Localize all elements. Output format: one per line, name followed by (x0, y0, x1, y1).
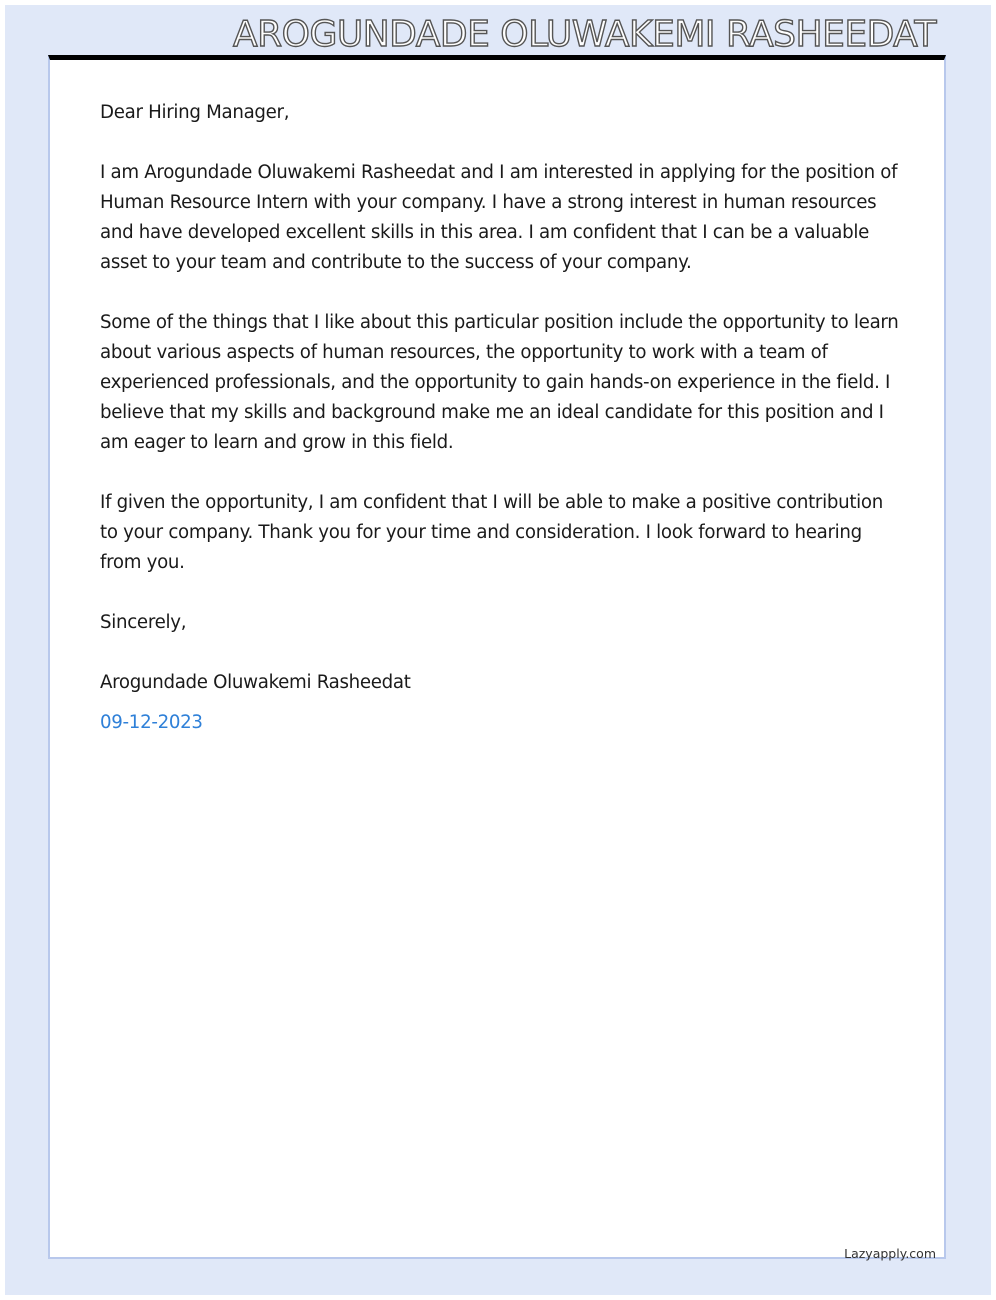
footer-brand: Lazyapply.com (844, 1246, 936, 1261)
closing: Sincerely, (100, 612, 187, 633)
letter-paragraph-1: I am Arogundade Oluwakemi Rasheedat and I am interested in applying for the position of Human Resource Intern with your company. I have a strong interest in human resources and have developed excellent skills in this area. I am confident that I can be a valuable asset to your team and contribute to the success of your company. (100, 162, 898, 273)
applicant-name-heading: AROGUNDADE OLUWAKEMI RASHEEDAT (233, 14, 936, 55)
signature-name: Arogundade Oluwakemi Rasheedat (100, 672, 411, 693)
letter-paragraph-2: Some of the things that I like about this particular position include the opportunity to learn about various aspects of human resources, the opportunity to work with a team of experienced professionals, and the opportunity to gain hands-on experience in the field. I believe that my skills and background make me an ideal candidate for this position and I am eager to learn and grow in this field. (100, 312, 899, 453)
letter-paragraph-3: If given the opportunity, I am confident that I will be able to make a positive contribution to your company. Thank you for your time and consideration. I look forward to hearing from you. (100, 492, 883, 573)
salutation: Dear Hiring Manager, (100, 102, 290, 123)
cover-letter-body (100, 98, 900, 738)
letter-date: 09-12-2023 (100, 712, 203, 733)
